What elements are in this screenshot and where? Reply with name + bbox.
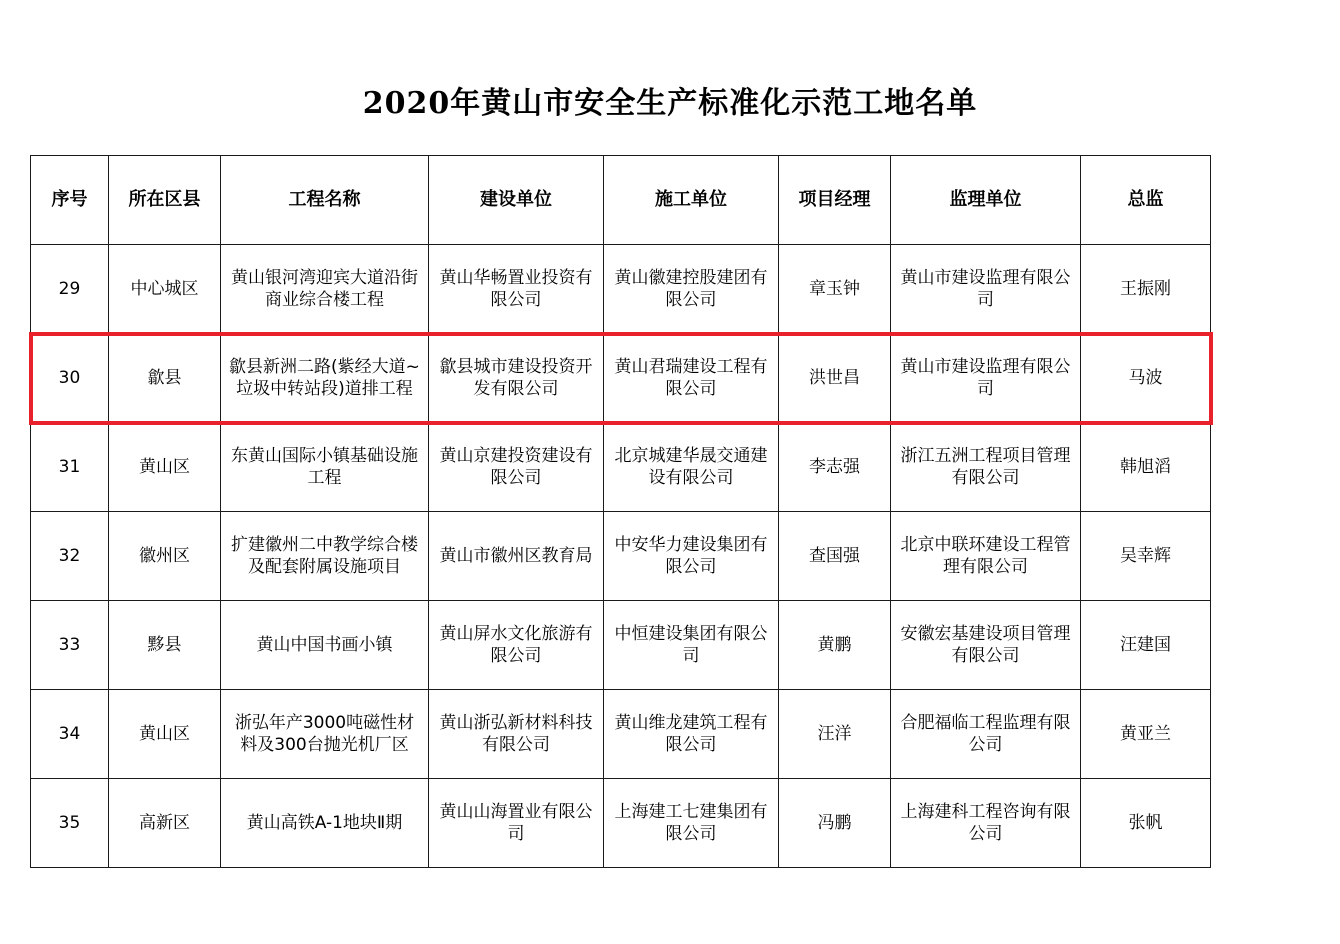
cell-supervisor: 合肥福临工程监理有限公司 xyxy=(891,690,1081,779)
cell-contractor: 黄山维龙建筑工程有限公司 xyxy=(604,690,779,779)
cell-no: 34 xyxy=(31,690,109,779)
cell-project: 黄山高铁A-1地块Ⅱ期 xyxy=(221,779,429,868)
table-header xyxy=(31,156,1211,245)
cell-supervisor: 浙江五洲工程项目管理有限公司 xyxy=(891,423,1081,512)
table-row xyxy=(31,423,1211,512)
cell-builder: 黄山山海置业有限公司 xyxy=(429,779,604,868)
cell-manager: 黄鹏 xyxy=(779,601,891,690)
cell-contractor: 中恒建设集团有限公司 xyxy=(604,601,779,690)
cell-no: 30 xyxy=(31,334,109,423)
cell-chief: 汪建国 xyxy=(1081,601,1211,690)
column-header-manager: 项目经理 xyxy=(779,156,891,245)
cell-no: 29 xyxy=(31,245,109,334)
table-body xyxy=(31,245,1211,868)
cell-district: 黄山区 xyxy=(109,423,221,512)
cell-no: 35 xyxy=(31,779,109,868)
cell-no: 32 xyxy=(31,512,109,601)
cell-contractor: 中安华力建设集团有限公司 xyxy=(604,512,779,601)
cell-project: 浙弘年产3000吨磁性材料及300台抛光机厂区 xyxy=(221,690,429,779)
table-row xyxy=(31,690,1211,779)
cell-project: 黄山银河湾迎宾大道沿街商业综合楼工程 xyxy=(221,245,429,334)
cell-project: 歙县新洲二路(紫经大道~垃圾中转站段)道排工程 xyxy=(221,334,429,423)
cell-chief: 张帆 xyxy=(1081,779,1211,868)
cell-contractor: 黄山君瑞建设工程有限公司 xyxy=(604,334,779,423)
cell-supervisor: 黄山市建设监理有限公司 xyxy=(891,334,1081,423)
cell-supervisor: 安徽宏基建设项目管理有限公司 xyxy=(891,601,1081,690)
cell-chief: 黄亚兰 xyxy=(1081,690,1211,779)
cell-manager: 查国强 xyxy=(779,512,891,601)
table-row xyxy=(31,779,1211,868)
cell-district: 徽州区 xyxy=(109,512,221,601)
table-header-row xyxy=(31,156,1211,245)
cell-builder: 黄山华畅置业投资有限公司 xyxy=(429,245,604,334)
cell-manager: 章玉钟 xyxy=(779,245,891,334)
cell-no: 31 xyxy=(31,423,109,512)
cell-contractor: 北京城建华晟交通建设有限公司 xyxy=(604,423,779,512)
cell-supervisor: 上海建科工程咨询有限公司 xyxy=(891,779,1081,868)
cell-project: 扩建徽州二中教学综合楼及配套附属设施项目 xyxy=(221,512,429,601)
table-row xyxy=(31,245,1211,334)
cell-chief: 马波 xyxy=(1081,334,1211,423)
cell-supervisor: 黄山市建设监理有限公司 xyxy=(891,245,1081,334)
cell-chief: 吴幸辉 xyxy=(1081,512,1211,601)
cell-district: 中心城区 xyxy=(109,245,221,334)
site-list-table xyxy=(30,155,1211,868)
cell-manager: 冯鹏 xyxy=(779,779,891,868)
cell-district: 黟县 xyxy=(109,601,221,690)
column-header-district: 所在区县 xyxy=(109,156,221,245)
cell-contractor: 黄山徽建控股建团有限公司 xyxy=(604,245,779,334)
table-container xyxy=(30,155,1210,868)
cell-manager: 洪世昌 xyxy=(779,334,891,423)
cell-builder: 黄山京建投资建设有限公司 xyxy=(429,423,604,512)
cell-builder: 歙县城市建设投资开发有限公司 xyxy=(429,334,604,423)
cell-project: 东黄山国际小镇基础设施工程 xyxy=(221,423,429,512)
cell-project: 黄山中国书画小镇 xyxy=(221,601,429,690)
cell-district: 歙县 xyxy=(109,334,221,423)
page-title: 2020年黄山市安全生产标准化示范工地名单 xyxy=(362,86,978,121)
cell-contractor: 上海建工七建集团有限公司 xyxy=(604,779,779,868)
cell-builder: 黄山屏水文化旅游有限公司 xyxy=(429,601,604,690)
table-row xyxy=(31,512,1211,601)
table-row xyxy=(31,601,1211,690)
cell-district: 高新区 xyxy=(109,779,221,868)
cell-no: 33 xyxy=(31,601,109,690)
column-header-supervisor: 监理单位 xyxy=(891,156,1081,245)
column-header-chief: 总监 xyxy=(1081,156,1211,245)
cell-manager: 汪洋 xyxy=(779,690,891,779)
table-row xyxy=(31,334,1211,423)
column-header-builder: 建设单位 xyxy=(429,156,604,245)
column-header-no: 序号 xyxy=(31,156,109,245)
cell-district: 黄山区 xyxy=(109,690,221,779)
cell-manager: 李志强 xyxy=(779,423,891,512)
cell-builder: 黄山浙弘新材料科技有限公司 xyxy=(429,690,604,779)
column-header-project: 工程名称 xyxy=(221,156,429,245)
cell-supervisor: 北京中联环建设工程管理有限公司 xyxy=(891,512,1081,601)
cell-chief: 王振刚 xyxy=(1081,245,1211,334)
cell-builder: 黄山市徽州区教育局 xyxy=(429,512,604,601)
column-header-contractor: 施工单位 xyxy=(604,156,779,245)
cell-chief: 韩旭滔 xyxy=(1081,423,1211,512)
